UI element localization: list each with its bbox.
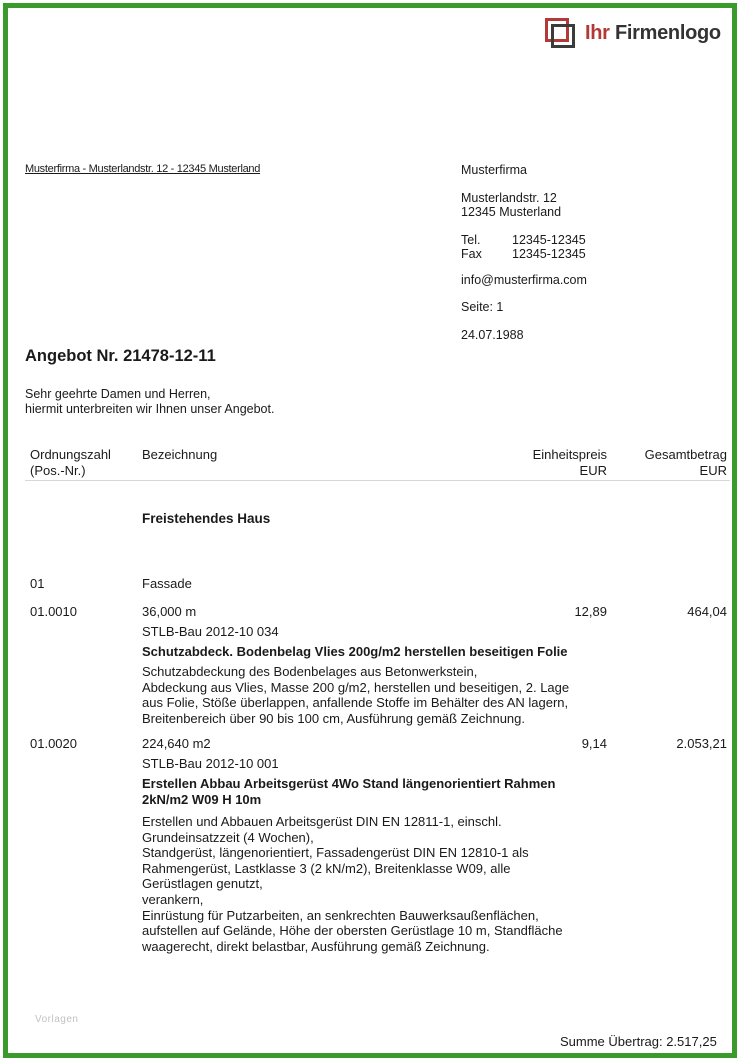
fax-label: Fax	[461, 247, 482, 261]
description-line: Einrüstung für Putzarbeiten, an senkrechten Bauwerksaußenflächen,	[142, 907, 539, 923]
description-line: aufstellen auf Gelände, Höhe der obersten Gerüstlage 10 m, Standfläche	[142, 923, 563, 939]
description-line: Breitenbereich über 90 bis 100 cm, Ausführung gemäß Zeichnung.	[142, 710, 526, 726]
phone-label: Tel.	[461, 233, 481, 247]
position-total: 464,04	[687, 604, 727, 619]
company-fax	[461, 247, 586, 261]
description-line: waagerecht, direkt belastbar, Ausführung gemäß Zeichnung.	[142, 938, 490, 954]
fax-value: 12345-12345	[512, 247, 586, 261]
position-title-line: 2kN/m2 W09 H 10m	[142, 791, 262, 807]
header-ordnungszahl-line-1: Ordnungszahl	[30, 447, 111, 462]
document-date: 24.07.1988	[461, 328, 524, 342]
logo-squares-icon	[543, 16, 577, 50]
position-quantity: 36,000 m	[142, 604, 197, 619]
company-phone	[461, 233, 586, 247]
company-logo	[543, 16, 721, 50]
group-name: Fassade	[142, 576, 192, 591]
header-einheitspreis-line-2: EUR	[579, 462, 607, 478]
position-total: 2.053,21	[676, 736, 727, 751]
company-email: info@musterfirma.com	[461, 273, 587, 287]
position-title-line: Erstellen Abbau Arbeitsgerüst 4Wo Stand längenorientiert Rahmen	[142, 776, 556, 791]
page-number: Seite: 1	[461, 300, 504, 314]
logo-text	[585, 22, 721, 45]
header-gesamtbetrag-line-2: EUR	[699, 462, 727, 478]
position-quantity: 224,640 m2	[142, 736, 211, 751]
description-line: Grundeinsatzzeit (4 Wochen),	[142, 829, 314, 845]
description-line: Erstellen und Abbauen Arbeitsgerüst DIN EN 12811-1, einschl.	[142, 814, 502, 829]
greeting-line-2: hiermit unterbreiten wir Ihnen unser Angebot.	[25, 401, 275, 416]
header-gesamtbetrag-line-1: Gesamtbetrag	[644, 447, 727, 462]
phone-value: 12345-12345	[512, 233, 586, 247]
position-code: STLB-Bau 2012-10 034	[142, 624, 279, 639]
logo-prefix: Ihr	[585, 21, 610, 44]
offer-title: Angebot Nr. 21478-12-11	[25, 347, 216, 365]
logo-name: Firmenlogo	[614, 21, 721, 44]
header-divider	[25, 480, 730, 481]
position-description	[142, 814, 563, 954]
description-line: Gerüstlagen genutzt,	[142, 876, 263, 892]
description-line: aus Folie, Stöße überlappen, anfallende Stoffe im Behälter des AN lagern,	[142, 695, 569, 711]
watermark: Vorlagen	[35, 1014, 79, 1025]
carry-over-sum: Summe Übertrag: 2.517,25	[560, 1034, 717, 1049]
description-line: Schutzabdeckung des Bodenbelages aus Betonwerkstein,	[142, 664, 478, 679]
position-title: Schutzabdeck. Bodenbelag Vlies 200g/m2 herstellen beseitigen Folie	[142, 644, 568, 659]
greeting	[25, 387, 274, 416]
company-name: Musterfirma	[461, 163, 527, 177]
section-title: Freistehendes Haus	[142, 511, 271, 526]
position-code: STLB-Bau 2012-10 001	[142, 756, 279, 771]
position-number: 01.0010	[30, 604, 77, 619]
header-bezeichnung: Bezeichnung	[142, 447, 218, 462]
description-line: Rahmengerüst, Lastklasse 3 (2 kN/m2), Breitenklasse W09, alle	[142, 860, 511, 876]
position-unit-price: 12,89	[574, 604, 607, 619]
header-ordnungszahl	[30, 447, 111, 478]
header-einheitspreis-line-1: Einheitspreis	[532, 447, 607, 462]
sender-address-line: Musterfirma - Musterlandstr. 12 - 12345 Musterland	[25, 163, 261, 175]
company-city: 12345 Musterland	[461, 205, 562, 219]
description-line: Standgerüst, längenorientiert, Fassadengerüst DIN EN 12810-1 als	[142, 845, 529, 861]
position-title	[142, 776, 555, 807]
greeting-line-1: Sehr geehrte Damen und Herren,	[25, 387, 211, 401]
description-line: Abdeckung aus Vlies, Masse 200 g/m2, herstellen und beseitigen, 2. Lage	[142, 679, 570, 695]
position-unit-price: 9,14	[581, 736, 607, 751]
position-description	[142, 664, 569, 726]
position-number: 01.0020	[30, 736, 77, 751]
header-einheitspreis	[533, 447, 607, 478]
company-street: Musterlandstr. 12	[461, 191, 557, 205]
description-line: verankern,	[142, 891, 204, 907]
group-number: 01	[30, 576, 45, 591]
header-gesamtbetrag	[645, 447, 727, 478]
header-ordnungszahl-line-2: (Pos.-Nr.)	[30, 462, 86, 478]
